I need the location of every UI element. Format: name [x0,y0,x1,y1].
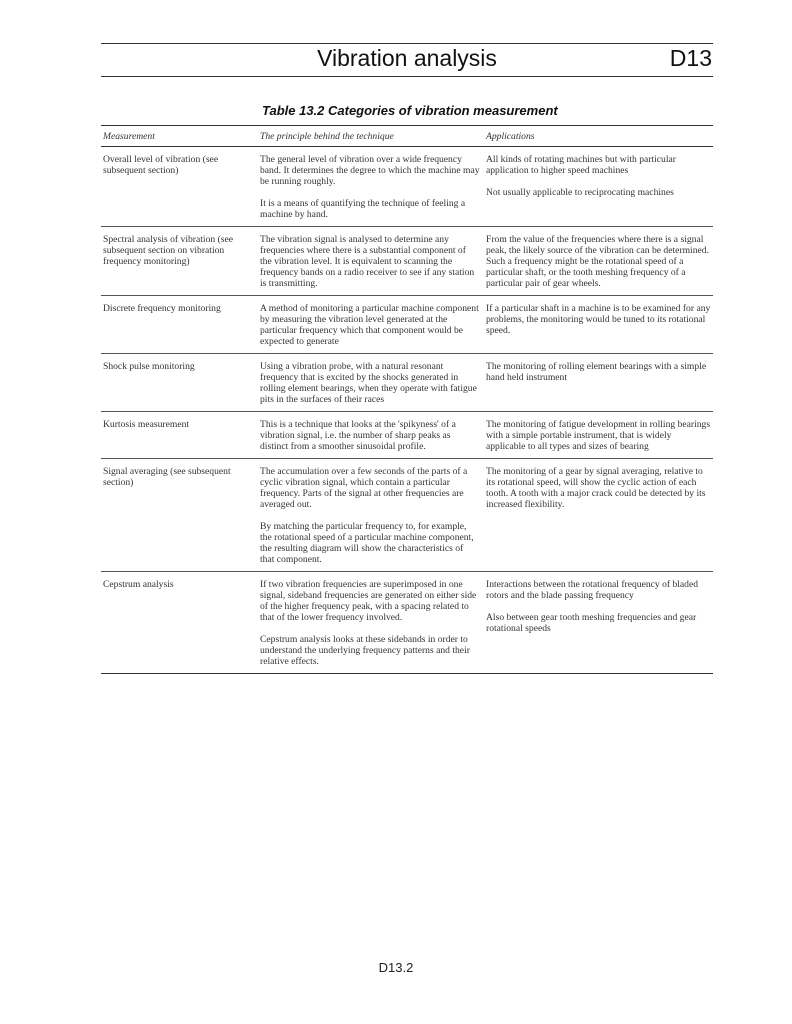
principle-cell [258,154,484,220]
column-header-measurement: Measurement [103,131,155,142]
measurement-cell: Overall level of vibration (see subsequent section) [103,154,219,176]
principle-paragraph: The vibration signal is analysed to determine any frequencies where there is a substantial component of the vibration level. It is equivalent to scanning the frequency bands on a radio receiver to see if any station is transmitting. [260,234,475,289]
table-caption: Table 13.2 Categories of vibration measurement [262,103,558,118]
applications-cell [484,419,713,452]
principle-paragraph: This is a technique that looks at the 'spikyness' of a vibration signal, i.e. the number of sharp peaks as distinct from a smoother sinusoidal profile. [260,419,456,452]
principle-paragraph: The general level of vibration over a wide frequency band. It determines the degree to which the machine may be running roughly. [260,154,480,187]
principle-cell [258,361,484,405]
principle-cell [258,303,484,347]
measurement-cell: Discrete frequency monitoring [103,303,221,314]
section-code: D13 [669,45,712,71]
header-top-rule [101,43,713,44]
principle-paragraph: If two vibration frequencies are superimposed in one signal, sideband frequencies are generated on either side of the higher frequency peak, with a spacing related to that of the lower frequency involved. [260,579,477,623]
applications-cell [484,579,713,667]
vibration-table [101,125,713,674]
table-row [101,227,713,296]
applications-cell [484,466,713,565]
header-bottom-rule [101,76,713,77]
applications-paragraph: The monitoring of fatigue development in rolling bearings with a simple portable instrument, that is widely applicable to all types and sizes of bearing [486,419,711,452]
table-row [101,296,713,354]
principle-paragraph: By matching the particular frequency to, for example, the rotational speed of a particular machine component, the resulting diagram will show the characteristics of that component. [260,521,474,565]
applications-paragraph: The monitoring of rolling element bearings with a simple hand held instrument [486,361,707,383]
applications-cell [484,154,713,220]
page-number: D13.2 [378,960,414,975]
applications-paragraph: If a particular shaft in a machine is to be examined for any problems, the monitoring would be tuned to its rotational speed. [486,303,711,336]
applications-paragraph: Interactions between the rotational frequency of bladed rotors and the blade passing frequency [486,579,699,601]
principle-cell [258,579,484,667]
principle-cell [258,419,484,452]
measurement-cell: Cepstrum analysis [103,579,174,590]
applications-cell [484,303,713,347]
measurement-cell: Kurtosis measurement [103,419,190,430]
measurement-cell: Shock pulse monitoring [103,361,195,372]
applications-paragraph: The monitoring of a gear by signal averaging, relative to its rotational speed, will show the cyclic action of each tooth. A tooth with a major crack could be detected by its increased flexibility. [486,466,706,510]
principle-paragraph: A method of monitoring a particular machine component by measuring the vibration level generated at the particular frequency which that component would be expected to generate [260,303,479,347]
principle-cell [258,466,484,565]
page-title: Vibration analysis [317,45,497,71]
table-header-row [101,125,713,147]
table-row [101,412,713,459]
principle-paragraph: It is a means of quantifying the technique of feeling a machine by hand. [260,198,466,220]
measurement-cell: Signal averaging (see subsequent section) [103,466,231,488]
principle-paragraph: The accumulation over a few seconds of the parts of a cyclic vibration signal, which contain a particular frequency. Parts of the signal at other frequencies are averaged out. [260,466,468,510]
principle-cell [258,234,484,289]
applications-cell [484,361,713,405]
table-row [101,147,713,227]
column-header-principle: The principle behind the technique [260,131,394,142]
table-row [101,459,713,572]
principle-paragraph: Using a vibration probe, with a natural resonant frequency that is excited by the shocks generated in rolling element bearings, when they operate with fatigue pits in the surfaces of their races [260,361,477,405]
table-row [101,572,713,674]
applications-paragraph: Not usually applicable to reciprocating machines [486,187,674,198]
column-header-applications: Applications [486,131,535,142]
applications-paragraph: From the value of the frequencies where there is a signal peak, the likely source of the vibration can be determined. Such a frequency might be the rotational speed of a particular shaft, or the tooth meshing frequency of a particular pair of gear wheels. [486,234,709,289]
applications-paragraph: All kinds of rotating machines but with particular application to higher speed machines [486,154,676,176]
measurement-cell: Spectral analysis of vibration (see subsequent section on vibration frequency monitoring) [103,234,234,267]
principle-paragraph: Cepstrum analysis looks at these sidebands in order to understand the underlying frequency patterns and their relative effects. [260,634,470,667]
applications-cell [484,234,713,289]
applications-paragraph: Also between gear tooth meshing frequencies and gear rotational speeds [486,612,697,634]
table-row [101,354,713,412]
